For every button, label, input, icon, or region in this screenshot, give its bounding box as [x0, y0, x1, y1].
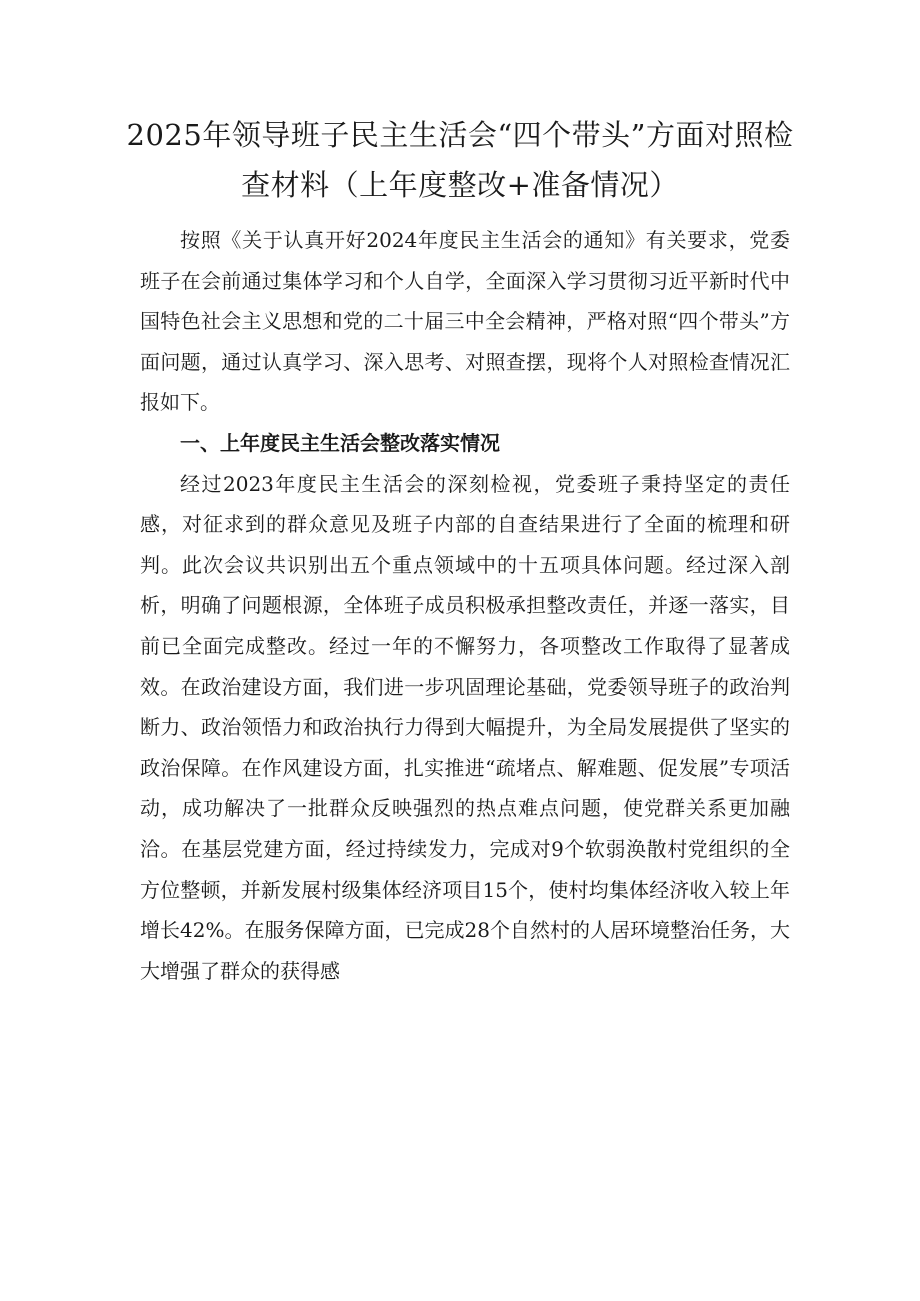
title-line-2: 查材料（上年度整改+准备情况）: [241, 168, 679, 202]
section-heading-1: 一、上年度民主生活会整改落实情况: [180, 430, 500, 455]
section-1-paragraph: 经过2023年度民主生活会的深刻检视，党委班子秉持坚定的责任感，对征求到的群众意见及班子内部的自查结果进行了全面的梳理和研判。此次会议共识别出五个重点领域中的十五项具体问题。经过深入剖析，明确了问题根源，全体班子成员积极承担整改责任，并逐一落实，目前已全面完成整改。经过一年的不懈努力，各项整改工作取得了显著成效。在政治建设方面，我们进一步巩固理论基础，党委领导班子的政治判断力、政治领悟力和政治执行力得到大幅提升，为全局发展提供了坚实的政治保障。在作风建设方面，扎实推进“疏堵点、解难题、促发展”专项活动，成功解决了一批群众反映强烈的热点难点问题，使党群关系更加融洽。在基层党建方面，经过持续发力，完成对9个软弱涣散村党组织的全方位整顿，并新发展村级集体经济项目15个，使村均集体经济收入较上年增长42%。在服务保障方面，已完成28个自然村的人居环境整治任务，大大增强了群众的获得感: [140, 471, 790, 983]
title-line-1: 2025年领导班子民主生活会“四个带头”方面对照检: [126, 118, 794, 152]
intro-paragraph: 按照《关于认真开好2024年度民主生活会的通知》有关要求，党委班子在会前通过集体学习和个人自学，全面深入学习贯彻习近平新时代中国特色社会主义思想和党的二十届三中全会精神，严格对照“四个带头”方面问题，通过认真学习、深入思考、对照查摆，现将个人对照检查情况汇报如下。: [140, 228, 790, 415]
document-title: [100, 110, 820, 210]
document-body: [140, 220, 790, 991]
